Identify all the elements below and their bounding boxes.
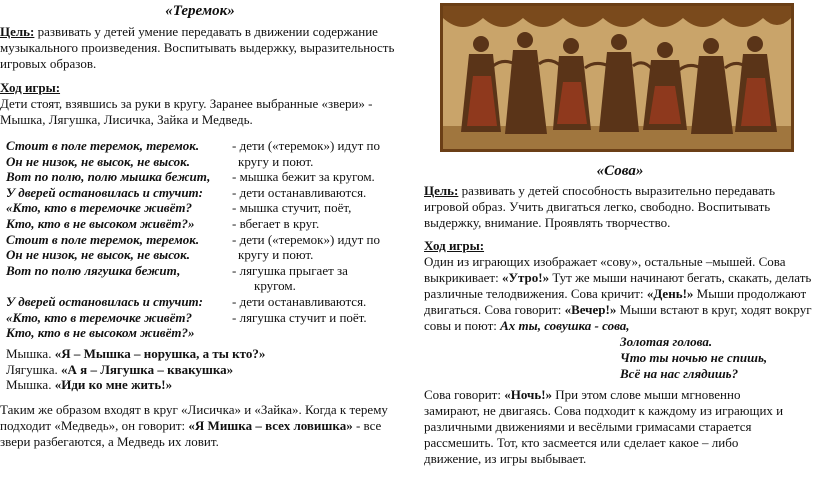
goal-text: развивать у детей умение передавать в движении содержание музыкального произведения. Воспитывать выдержку, выразительность игровых образов. [0, 24, 395, 71]
game-text: Мыши продолжают двигаться. Сова говорит: [424, 286, 807, 317]
game-text: Мыши встают в круг, ходят вокруг совы и поют: [424, 302, 812, 333]
action-line: кругу и поют. [238, 247, 314, 263]
action-line: - вбегает в круг. [232, 215, 320, 231]
game-label: Ход игры: [424, 238, 485, 253]
song-line: Вот по полю лягушка бежит, [6, 262, 181, 278]
song-line: Вот по полю, полю мышка бежит, [6, 169, 211, 185]
action-line: - мышка стучит, поёт, [232, 200, 352, 216]
teremok-actions [232, 138, 402, 325]
word-evening: «Вечер!» [564, 302, 617, 317]
action-line: - дети останавливаются. [232, 184, 367, 200]
action-line: - лягушка стучит и поёт. [232, 309, 367, 325]
teremok-game [0, 80, 400, 128]
sova-title: «Сова» [596, 163, 644, 179]
song-line: «Кто, кто в теремочке живёт? [6, 200, 192, 216]
folk-dance-illustration [440, 3, 794, 152]
game-label: Ход игры: [0, 80, 61, 95]
action-line: - дети («теремок») идут по [232, 231, 380, 247]
word-night: «Ночь!» [504, 387, 553, 402]
song-line: Кто, кто в не высоком живёт?» [6, 325, 195, 341]
speech: «Я – Мышка – норушка, а ты кто?» [54, 346, 266, 361]
action-line: - лягушка прыгает за [232, 262, 348, 278]
verse-line: Золотая голова. [620, 334, 713, 349]
speaker: Лягушка. [6, 361, 62, 377]
teremok-title: «Теремок» [165, 3, 235, 19]
night-text-2: При этом слове мыши мгновенно замирают, не двигаясь. Сова подходит к каждому из играющих и различными движениями и весёлыми гримасами старается рассмешить. Тот, кто засмеется или сделает какое – либо движение, из игры выбывает. [424, 387, 784, 466]
game-text: Дети стоят, взявшись за руки в кругу. Заранее выбранные «звери» - Мышка, Лягушка, Лисичка, Зайка и Медведь. [0, 96, 373, 127]
song-line: Стоит в поле теремок, теремок. [6, 138, 200, 153]
verse-line: Ах ты, совушка - сова, [500, 318, 630, 333]
teremok-ending [0, 402, 395, 450]
goal-label: Цель: [0, 24, 35, 39]
song-line: Он не низок, не высок, не высок. [6, 153, 190, 169]
song-line: У дверей остановилась и стучит: [6, 293, 203, 309]
dialog-line [6, 362, 401, 378]
action-line: - дети («теремок») идут по [232, 138, 380, 153]
action-line: - мышка бежит за кругом. [232, 169, 375, 185]
speech: «Иди ко мне жить!» [54, 377, 173, 393]
goal-label: Цель: [424, 183, 459, 198]
speech: «А я – Лягушка – квакушка» [61, 361, 234, 377]
word-morning: «Утро!» [501, 270, 550, 285]
speaker: Мышка. [6, 346, 55, 361]
night-text: Сова говорит: [424, 387, 505, 402]
ending-text: Таким же образом входят в круг «Лисичка» и «Зайка». Когда к терему подходит «Медведь», он говорит: [0, 402, 388, 433]
action-line: - дети останавливаются. [232, 293, 367, 309]
action-line: кругом. [254, 278, 296, 294]
game-text: Один из играющих изображает «сову», остальные –мышей. Сова выкрикивает: [424, 254, 786, 285]
game-text: Тут же мыши начинают бегать, скакать, делать различные телодвижения. Сова кричит: [424, 270, 812, 301]
ending-text-2: - все звери разбегаются, а Медведь их ловит. [0, 418, 382, 449]
sova-game [424, 238, 812, 334]
teremok-song [6, 138, 231, 341]
sova-verse [620, 334, 810, 382]
bear-phrase: «Я Мишка – всех ловишка» [188, 418, 353, 433]
song-line: Кто, кто в не высоком живёт?» [6, 215, 195, 231]
song-line: Он не низок, не высок, не высок. [6, 247, 190, 263]
song-line: «Кто, кто в теремочке живёт? [6, 309, 192, 325]
dialog-line [6, 377, 401, 393]
speaker: Мышка. [6, 377, 55, 393]
action-line: кругу и поют. [238, 153, 314, 169]
song-line: Стоит в поле теремок, теремок. [6, 231, 200, 247]
song-line: У дверей остановилась и стучит: [6, 184, 203, 200]
goal-text: развивать у детей способность выразительно передавать игровой образ. Учить двигаться легко, свободно. Воспитывать выдержку, внимание. Проявлять творчество. [424, 183, 776, 230]
dancers-picture [443, 6, 791, 149]
verse-line: Всё на нас глядишь? [620, 366, 739, 381]
verse-line: Что ты ночью не спишь, [620, 350, 768, 365]
teremok-goal [0, 24, 400, 72]
sova-night [424, 387, 796, 467]
sova-goal [424, 183, 812, 231]
dialog-line [6, 346, 401, 362]
word-day: «День!» [646, 286, 694, 301]
teremok-dialog [6, 346, 401, 393]
song-line [6, 278, 231, 294]
